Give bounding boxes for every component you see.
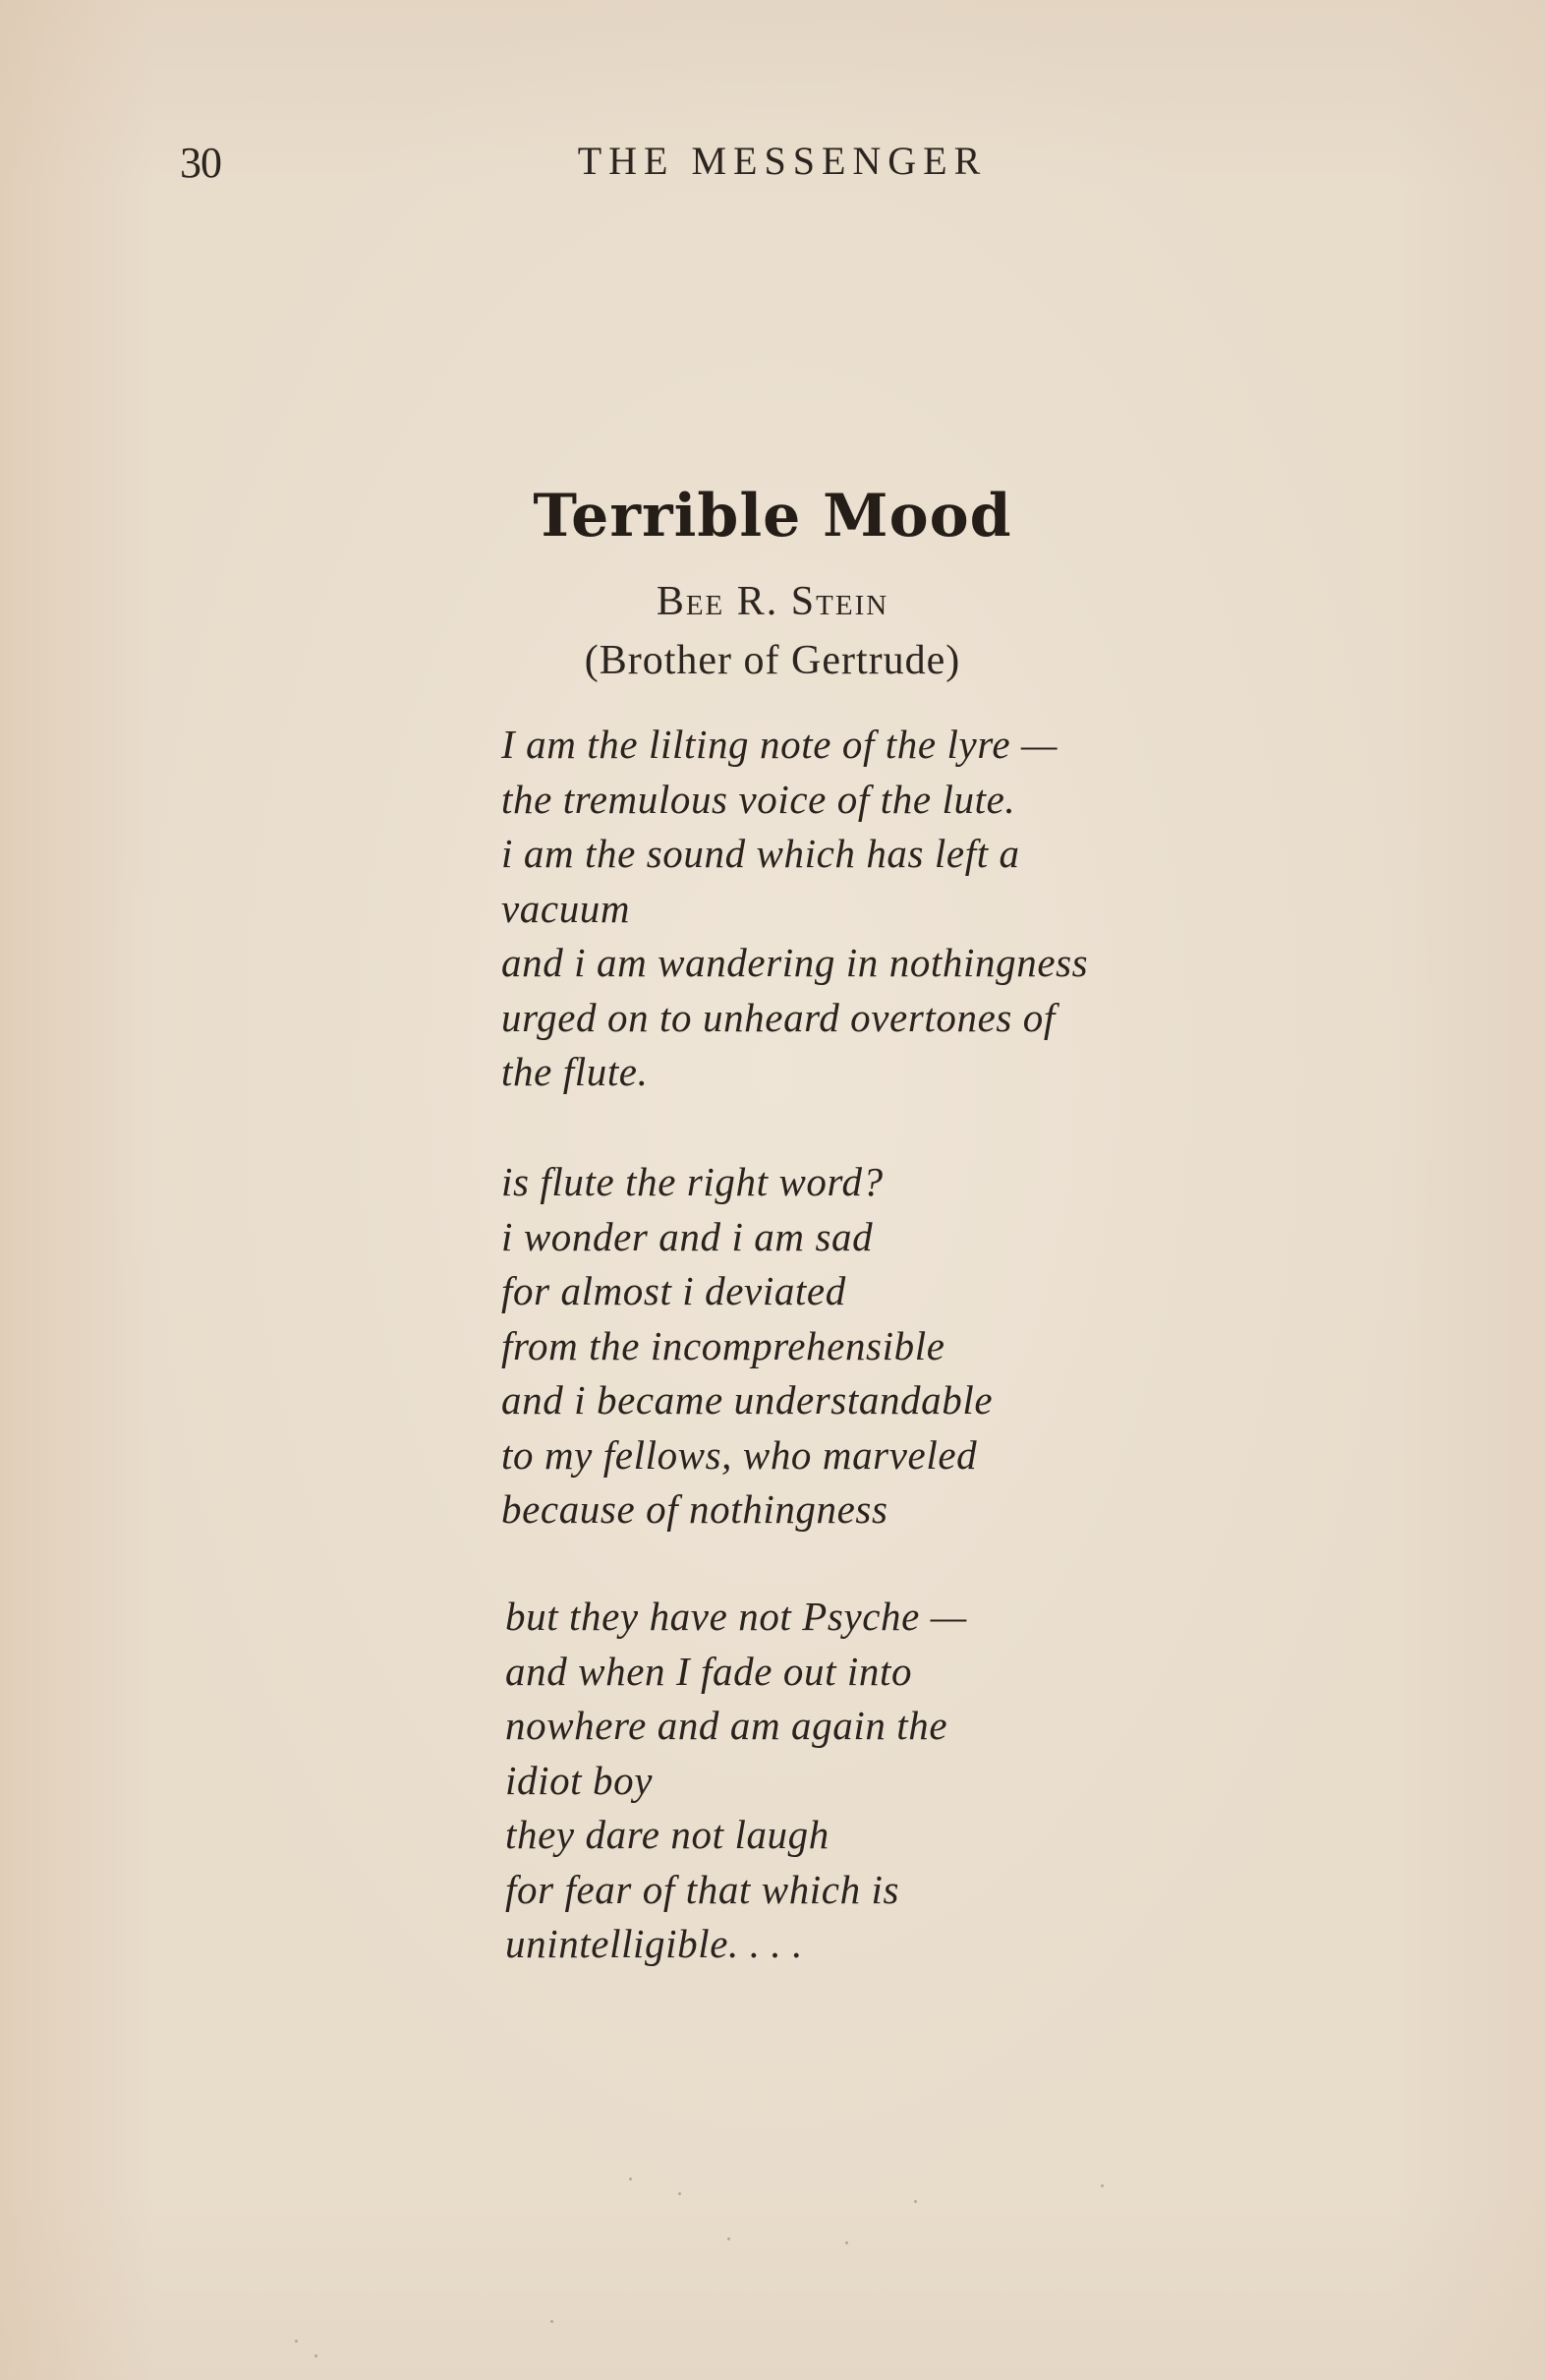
- paper-speck: [914, 2200, 917, 2203]
- paper-speck: [1101, 2184, 1104, 2187]
- poem-line: for almost i deviated: [501, 1268, 846, 1313]
- poem-line: to my fellows, who marveled: [501, 1431, 978, 1478]
- poem-line: i wonder and i am sad: [501, 1213, 874, 1259]
- poem-line: because of nothingness: [501, 1486, 888, 1532]
- poem-line: from the incomprehensible: [501, 1322, 945, 1368]
- page-number: 30: [180, 139, 221, 187]
- paper-speck: [727, 2237, 730, 2240]
- poem-line: but they have not Psyche —: [505, 1594, 967, 1639]
- poem-stanza: [505, 1590, 967, 1972]
- paper-speck: [550, 2320, 553, 2323]
- poem-line: the flute.: [501, 1049, 649, 1094]
- poem-line: is flute the right word?: [501, 1159, 884, 1204]
- paper-speck: [629, 2177, 632, 2180]
- paper-speck: [845, 2241, 848, 2244]
- poem-line: and when I fade out into: [505, 1648, 913, 1694]
- paper-speck: [295, 2340, 298, 2343]
- poem-line: urged on to unheard overtones of: [501, 994, 1056, 1040]
- poem-line: i am the sound which has left a: [501, 831, 1020, 876]
- poem-line: I am the lilting note of the lyre —: [501, 722, 1059, 767]
- poem-line: and i am wandering in nothingness: [501, 940, 1089, 985]
- poem-line: they dare not laugh: [505, 1812, 830, 1857]
- paper-speck: [678, 2192, 681, 2195]
- poem-line: nowhere and am again the: [505, 1703, 948, 1748]
- poem-stanza: [501, 718, 1088, 1100]
- poem-line: the tremulous voice of the lute.: [501, 776, 1016, 822]
- poem-subtitle: (Brother of Gertrude): [584, 638, 961, 683]
- poem-title: Terrible Mood: [533, 482, 1012, 551]
- poem-stanza: [501, 1155, 993, 1538]
- poem-author: Bee R. Stein: [656, 579, 889, 624]
- running-head: THE MESSENGER: [577, 139, 988, 183]
- paper-speck: [315, 2354, 317, 2357]
- poem-line: and i became understandable: [501, 1377, 994, 1422]
- poem-line: idiot boy: [505, 1757, 654, 1803]
- poem-line: vacuum: [501, 885, 631, 931]
- poem-line: for fear of that which is: [505, 1866, 900, 1912]
- poem-line: unintelligible. . . .: [505, 1921, 803, 1966]
